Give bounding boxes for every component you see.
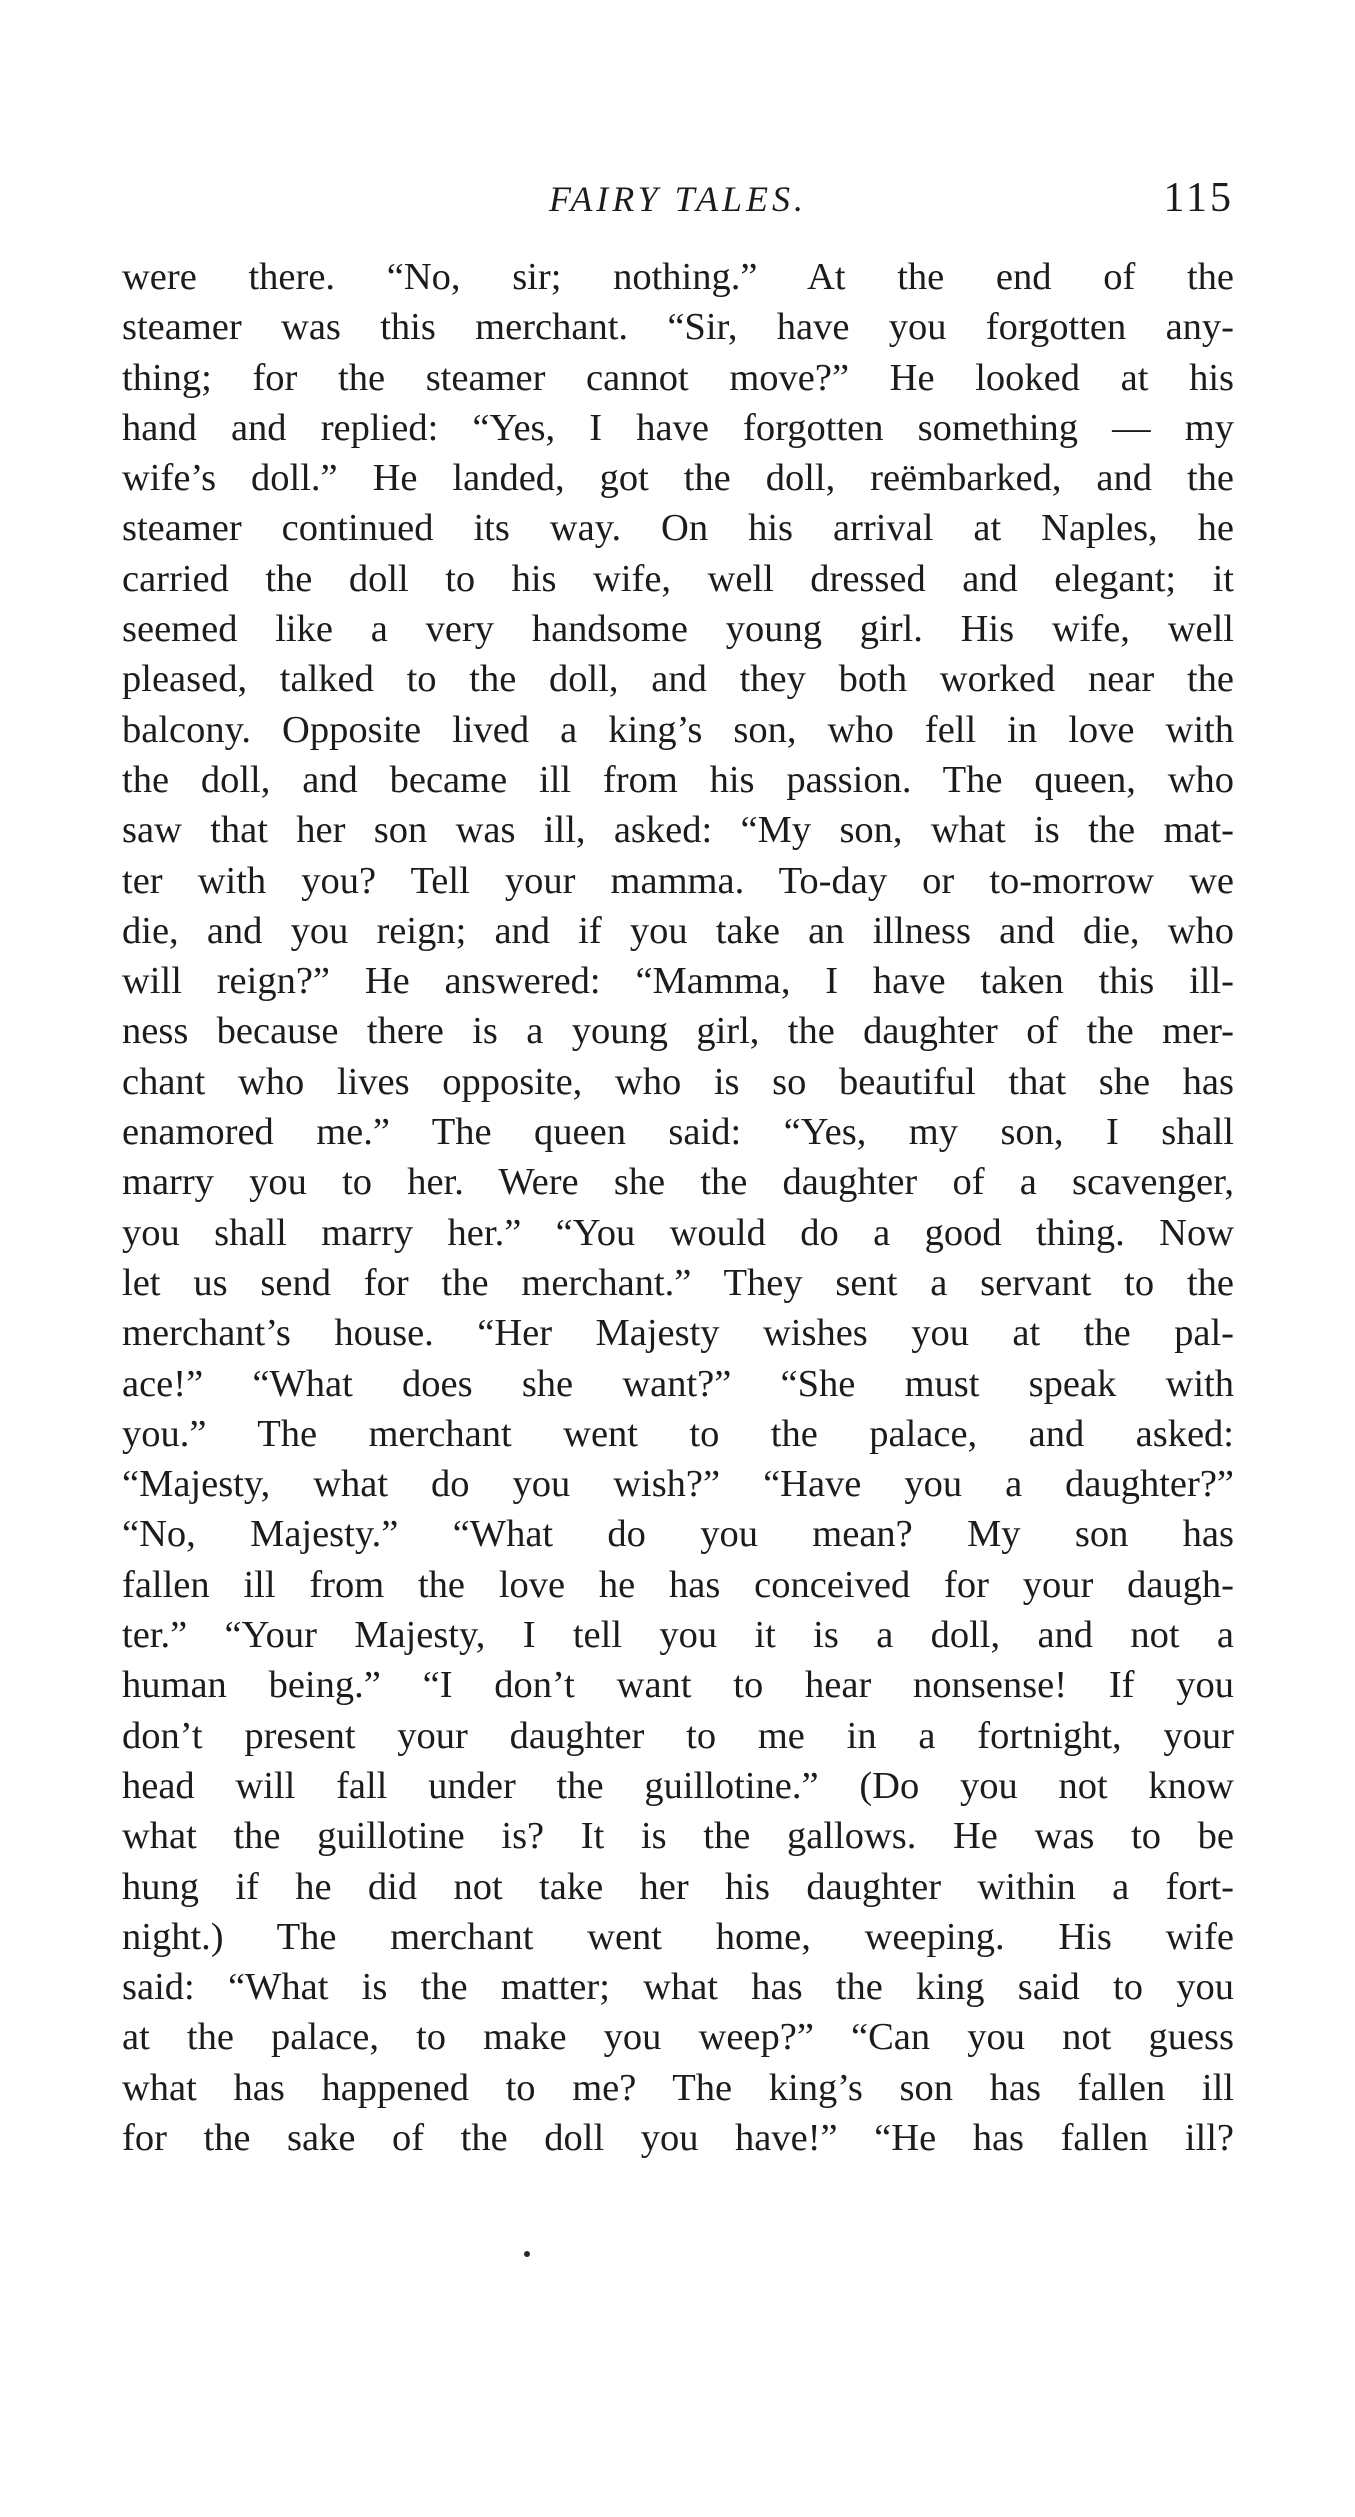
text-line: at the palace, to make you weep?” “Can you not guess xyxy=(122,2016,1234,2059)
text-line: ness because there is a young girl, the daughter of the mer- xyxy=(122,1010,1234,1053)
running-title: FAIRY TALES. xyxy=(548,179,808,219)
text-line: carried the doll to his wife, well dressed and elegant; it xyxy=(122,557,1234,600)
text-line: pleased, talked to the doll, and they both worked near the xyxy=(122,658,1234,701)
text-line: chant who lives opposite, who is so beautiful that she has xyxy=(122,1060,1234,1103)
text-line: fallen ill from the love he has conceived for your daugh- xyxy=(122,1563,1234,1606)
text-line: hand and replied: “Yes, I have forgotten something — my xyxy=(122,406,1234,449)
text-line: you shall marry her.” “You would do a good thing. Now xyxy=(122,1211,1234,1254)
text-line: ter with you? Tell your mamma. To-day or to-morrow we xyxy=(122,859,1234,902)
text-line: steamer continued its way. On his arrival at Naples, he xyxy=(122,507,1234,550)
text-line: “Majesty, what do you wish?” “Have you a daughter?” xyxy=(122,1463,1234,1506)
text-line: head will fall under the guillotine.” (Do you not know xyxy=(122,1764,1234,1807)
text-line: saw that her son was ill, asked: “My son, what is the mat- xyxy=(122,809,1234,852)
text-line: for the sake of the doll you have!” “He has fallen ill? xyxy=(122,2116,1234,2159)
text-line: enamored me.” The queen said: “Yes, my son, I shall xyxy=(122,1111,1234,1154)
running-head xyxy=(122,175,1234,238)
text-line: don’t present your daughter to me in a fortnight, your xyxy=(122,1714,1234,1757)
text-line: were there. “No, sir; nothing.” At the end of the xyxy=(122,256,1234,298)
text-line: hung if he did not take her his daughter within a fort- xyxy=(122,1865,1234,1908)
text-line: ter.” “Your Majesty, I tell you it is a doll, and not a xyxy=(122,1614,1234,1657)
text-line: marry you to her. Were she the daughter of a scavenger, xyxy=(122,1161,1234,1204)
text-line: merchant’s house. “Her Majesty wishes you at the pal- xyxy=(122,1312,1234,1355)
text-line: will reign?” He answered: “Mamma, I have taken this ill- xyxy=(122,960,1234,1003)
text-line: the doll, and became ill from his passion. The queen, who xyxy=(122,758,1234,801)
text-line: what has happened to me? The king’s son has fallen ill xyxy=(122,2066,1234,2109)
text-line: die, and you reign; and if you take an illness and die, who xyxy=(122,909,1234,952)
text-line: let us send for the merchant.” They sent a servant to the xyxy=(122,1261,1234,1304)
text-line: human being.” “I don’t want to hear nonsense! If you xyxy=(122,1664,1234,1707)
page-number: 115 xyxy=(1163,175,1234,221)
text-line: you.” The merchant went to the palace, and asked: xyxy=(122,1412,1234,1455)
text-line: wife’s doll.” He landed, got the doll, reëmbarked, and the xyxy=(122,457,1234,500)
text-line: ace!” “What does she want?” “She must speak with xyxy=(122,1362,1234,1405)
text-line: “No, Majesty.” “What do you mean? My son has xyxy=(122,1513,1234,1556)
text-line: said: “What is the matter; what has the king said to you xyxy=(122,1966,1234,2009)
text-line: seemed like a very handsome young girl. His wife, well xyxy=(122,608,1234,651)
page-speck xyxy=(524,2251,530,2257)
text-line: thing; for the steamer cannot move?” He looked at his xyxy=(122,356,1234,399)
text-line: steamer was this merchant. “Sir, have you forgotten any- xyxy=(122,306,1234,349)
text-line: balcony. Opposite lived a king’s son, who fell in love with xyxy=(122,708,1234,751)
text-line: night.) The merchant went home, weeping. His wife xyxy=(122,1915,1234,1958)
body-text xyxy=(122,252,1234,2163)
text-line: what the guillotine is? It is the gallows. He was to be xyxy=(122,1815,1234,1858)
